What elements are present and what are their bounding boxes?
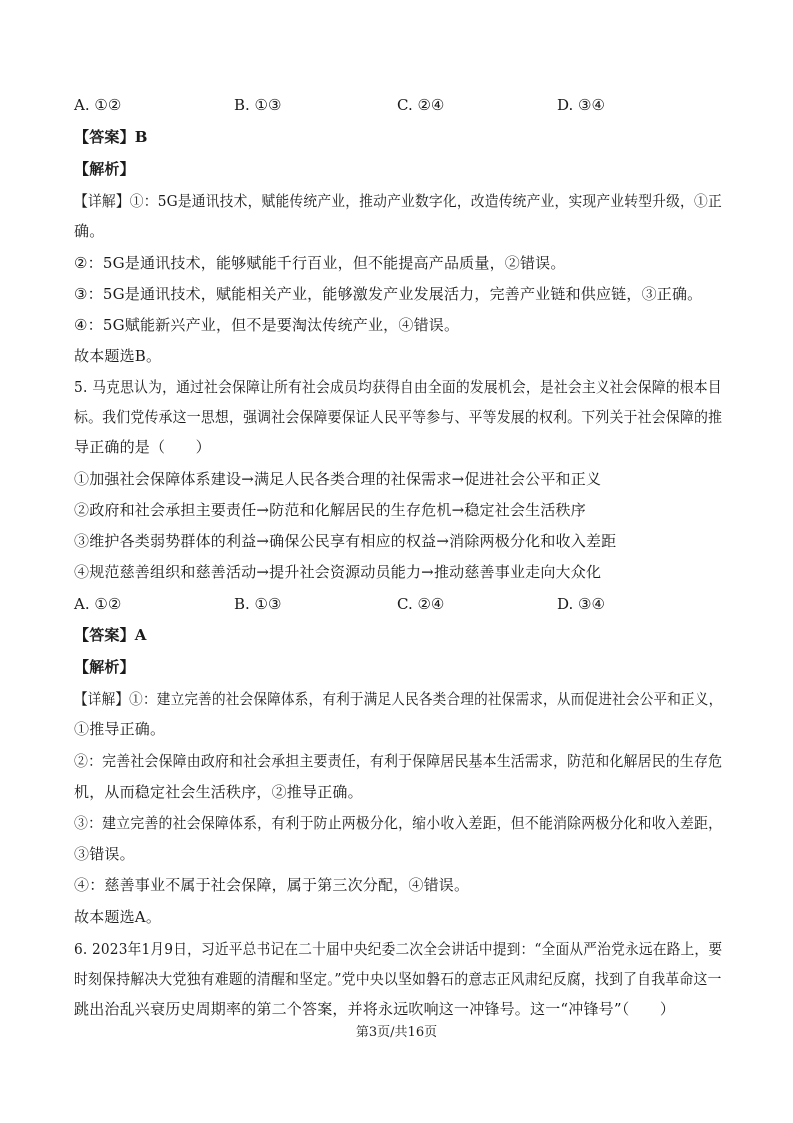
q5-option-c: C. ②④	[397, 595, 445, 613]
q4-detail-line: ④：5G赋能新兴产业，但不是要淘汰传统产业，④错误。	[74, 316, 460, 334]
q5-stem-line: 导正确的是（ ）	[74, 438, 211, 456]
q4-option-d: D. ③④	[557, 96, 605, 114]
q6-stem-line: 时刻保持解决大党独有难题的清醒和坚定。”党中央以坚如磐石的意志正风肃纪反腐，找到了自我革命这一	[74, 970, 722, 988]
q5-detail-line: ③：建立完善的社会保障体系，有利于防止两极分化，缩小收入差距，但不能消除两极分化和收入差距，	[74, 814, 723, 832]
q4-conclusion: 故本题选B。	[74, 347, 162, 365]
q4-option-c: C. ②④	[397, 96, 445, 114]
q5-detail-line: 机，从而稳定社会生活秩序，②推导正确。	[74, 783, 363, 801]
q4-detail-line: 【详解】①：5G是通讯技术，赋能传统产业，推动产业数字化，改造传统产业，实现产业转型升级，①正	[74, 192, 722, 210]
q5-option-d: D. ③④	[557, 595, 605, 613]
q5-item: ②政府和社会承担主要责任→防范和化解居民的生存危机→稳定社会生活秩序	[74, 501, 586, 519]
q4-option-a: A. ①②	[74, 96, 122, 114]
q4-answer: 【答案】B	[74, 128, 148, 146]
q5-detail-line: ④：慈善事业不属于社会保障，属于第三次分配，④错误。	[74, 876, 470, 894]
q5-item: ①加强社会保障体系建设→满足人民各类合理的社保需求→促进社会公平和正义	[74, 470, 602, 488]
q5-stem-line: 标。我们党传承这一思想，强调社会保障要保证人民平等参与、平等发展的权利。下列关于社会保障的推	[74, 408, 723, 426]
q4-detail-line: ③：5G是通讯技术，赋能相关产业，能够激发产业发展活力，完善产业链和供应链，③正确。	[74, 285, 703, 303]
q5-option-b: B. ①③	[234, 595, 282, 613]
q5-detail-line: ①推导正确。	[74, 720, 166, 738]
page-footer: 第3页/共16页	[355, 1025, 438, 1040]
q4-option-b: B. ①③	[234, 96, 282, 114]
q5-detail-line: ③错误。	[74, 845, 135, 863]
q5-stem-line: 5. 马克思认为，通过社会保障让所有社会成员均获得自由全面的发展机会，是社会主义社会保障的根本目	[74, 378, 722, 396]
q4-detail-line: ②：5G是通讯技术，能够赋能千行百业，但不能提高产品质量，②错误。	[74, 254, 566, 272]
q5-answer: 【答案】A	[74, 626, 147, 644]
q5-analysis-heading: 【解析】	[74, 658, 135, 676]
q5-detail-line: 【详解】①：建立完善的社会保障体系，有利于满足人民各类合理的社保需求，从而促进社会公平和正义，	[74, 690, 723, 708]
q6-stem-line: 跳出治乱兴衰历史周期率的第二个答案，并将永远吹响这一冲锋号。这一“冲锋号”（ ）	[74, 1000, 676, 1018]
q5-item: ③维护各类弱势群体的利益→确保公民享有相应的权益→消除两极分化和收入差距	[74, 532, 617, 550]
q5-conclusion: 故本题选A。	[74, 908, 162, 926]
q5-option-a: A. ①②	[74, 595, 122, 613]
q5-item: ④规范慈善组织和慈善活动→提升社会资源动员能力→推动慈善事业走向大众化	[74, 563, 602, 581]
q5-detail-line: ②：完善社会保障由政府和社会承担主要责任，有利于保障居民基本生活需求，防范和化解居民的生存危	[74, 752, 723, 770]
q6-stem-line: 6. 2023年1月9日，习近平总书记在二十届中央纪委二次全会讲话中提到：“全面从严治党永远在路上，要	[74, 940, 723, 958]
q4-analysis-heading: 【解析】	[74, 160, 135, 178]
q4-detail-line: 确。	[74, 222, 105, 240]
